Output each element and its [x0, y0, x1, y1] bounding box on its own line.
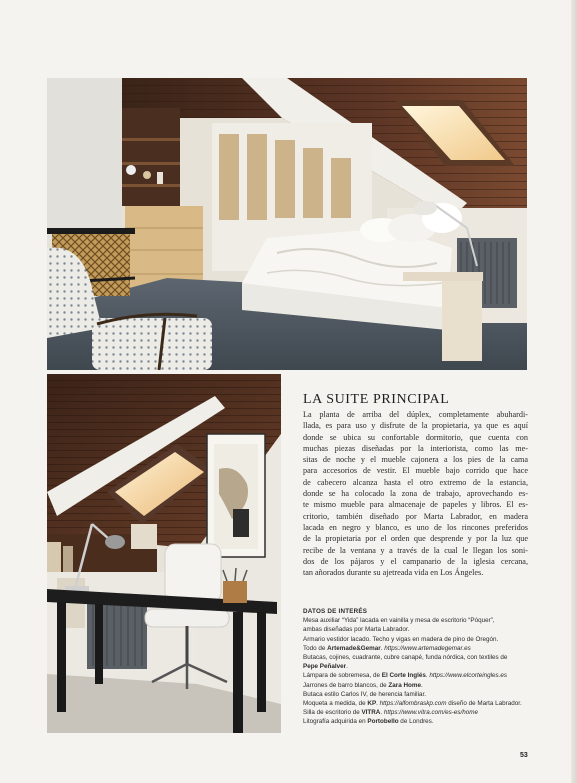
info-text: Litografía adquirida en — [303, 718, 368, 726]
info-text: . — [425, 672, 430, 680]
info-text: diseño de Marta Labrador. — [446, 700, 522, 708]
brand-name: Portobello — [367, 718, 399, 726]
info-line — [303, 699, 531, 708]
info-line — [303, 717, 531, 726]
info-text: Jarrones de barro blancos, de — [303, 681, 389, 689]
brand-name: VITRA — [361, 709, 381, 717]
info-line — [303, 662, 531, 671]
body-line: recibe de la ventana y a través de la cual le llegan los soni- — [303, 545, 528, 555]
desk-photo — [47, 374, 281, 733]
info-box — [303, 607, 531, 727]
body-line: de cabecero alcanza hasta el otro extremo de la estancia, — [303, 477, 528, 487]
body-line: tan añorados durante su ajetreada vida en Los Ángeles. — [303, 568, 484, 578]
info-line: ambas diseñadas por Marta Labrador. — [303, 626, 410, 634]
brand-name: KP — [367, 700, 377, 708]
info-text: Moqueta a medida, de — [303, 700, 368, 708]
info-line: Mesa auxiliar “Yida” lacada en vainilla y mesa de escritorio “Póquer”, — [303, 617, 495, 625]
body-line: te mismo mueble para almacenaje de papeles y libros. El es- — [303, 500, 528, 510]
body-line: muchas piezas diseñadas por la interiorista, como las me- — [303, 443, 528, 453]
info-link[interactable]: https://www.vitra.com/es-es/home — [383, 709, 478, 717]
info-heading: DATOS DE INTERÉS — [303, 608, 368, 615]
body-line: donde se ubica su confortable dormitorio, que cuenta con — [303, 432, 528, 442]
bedroom-photo — [47, 78, 527, 370]
info-text: Silla de escritorio de — [303, 709, 362, 717]
body-line: sitas de noche y el mueble cajonera a los pies de la cama — [303, 455, 528, 465]
brand-name: El Corte Inglés — [381, 672, 426, 680]
brand-name: Zara Home — [388, 681, 421, 689]
body-line: para accesorios de vestir. El mueble bajo corrido que hace — [303, 466, 528, 476]
info-link[interactable]: https://alfombraskp.com — [379, 700, 447, 708]
body-line: llada, es para uso y disfrute de la propietaria, ya que es aquí — [303, 421, 528, 431]
info-text: . — [380, 644, 385, 652]
article-body — [303, 409, 528, 578]
info-text: . — [380, 709, 384, 717]
body-line: lacada en negro y blanco, es uno de los rincones preferidos — [303, 522, 528, 532]
page-number: 53 — [520, 752, 528, 759]
body-line: La planta de arriba del dúplex, completamente abuhardi- — [303, 410, 528, 419]
info-text: . — [420, 681, 423, 689]
info-text: . — [346, 663, 348, 671]
info-line — [303, 681, 531, 690]
info-link[interactable]: https://www.artemadegemar.es — [384, 644, 471, 652]
body-line: critorio, también diseñado por Marta Labrador, en madera — [303, 511, 528, 521]
brand-name: Artemade&Gemar — [327, 644, 381, 652]
info-line — [303, 671, 531, 680]
body-line: dos de los pájaros y el campanario de la iglesia cercana, — [303, 556, 528, 566]
body-line: de la propietaria por el orden que desprende y por la luz que — [303, 534, 528, 544]
brand-name: Pepe Peñalver — [303, 663, 347, 671]
body-line: donde se ha colocado la zona de trabajo, aprovechando es- — [303, 489, 528, 499]
info-line — [303, 644, 531, 653]
article-title: LA SUITE PRINCIPAL — [303, 392, 450, 407]
info-text: . — [376, 700, 380, 708]
info-text: Todo de — [303, 644, 328, 652]
info-link[interactable]: https://www.elcorteingles.es — [429, 672, 508, 680]
info-text: Lámpara de sobremesa, de — [303, 672, 382, 680]
info-line: Butaca estilo Carlos IV, de herencia familiar. — [303, 690, 426, 698]
info-text: de Londres. — [398, 718, 434, 726]
page-edge — [571, 0, 577, 783]
info-line: Armario vestidor lacado. Techo y vigas en madera de pino de Oregón. — [303, 635, 499, 643]
info-line — [303, 708, 531, 717]
info-line: Butacas, cojines, cuadrante, cubre canapé, funda nórdica, con textiles de — [303, 654, 508, 662]
